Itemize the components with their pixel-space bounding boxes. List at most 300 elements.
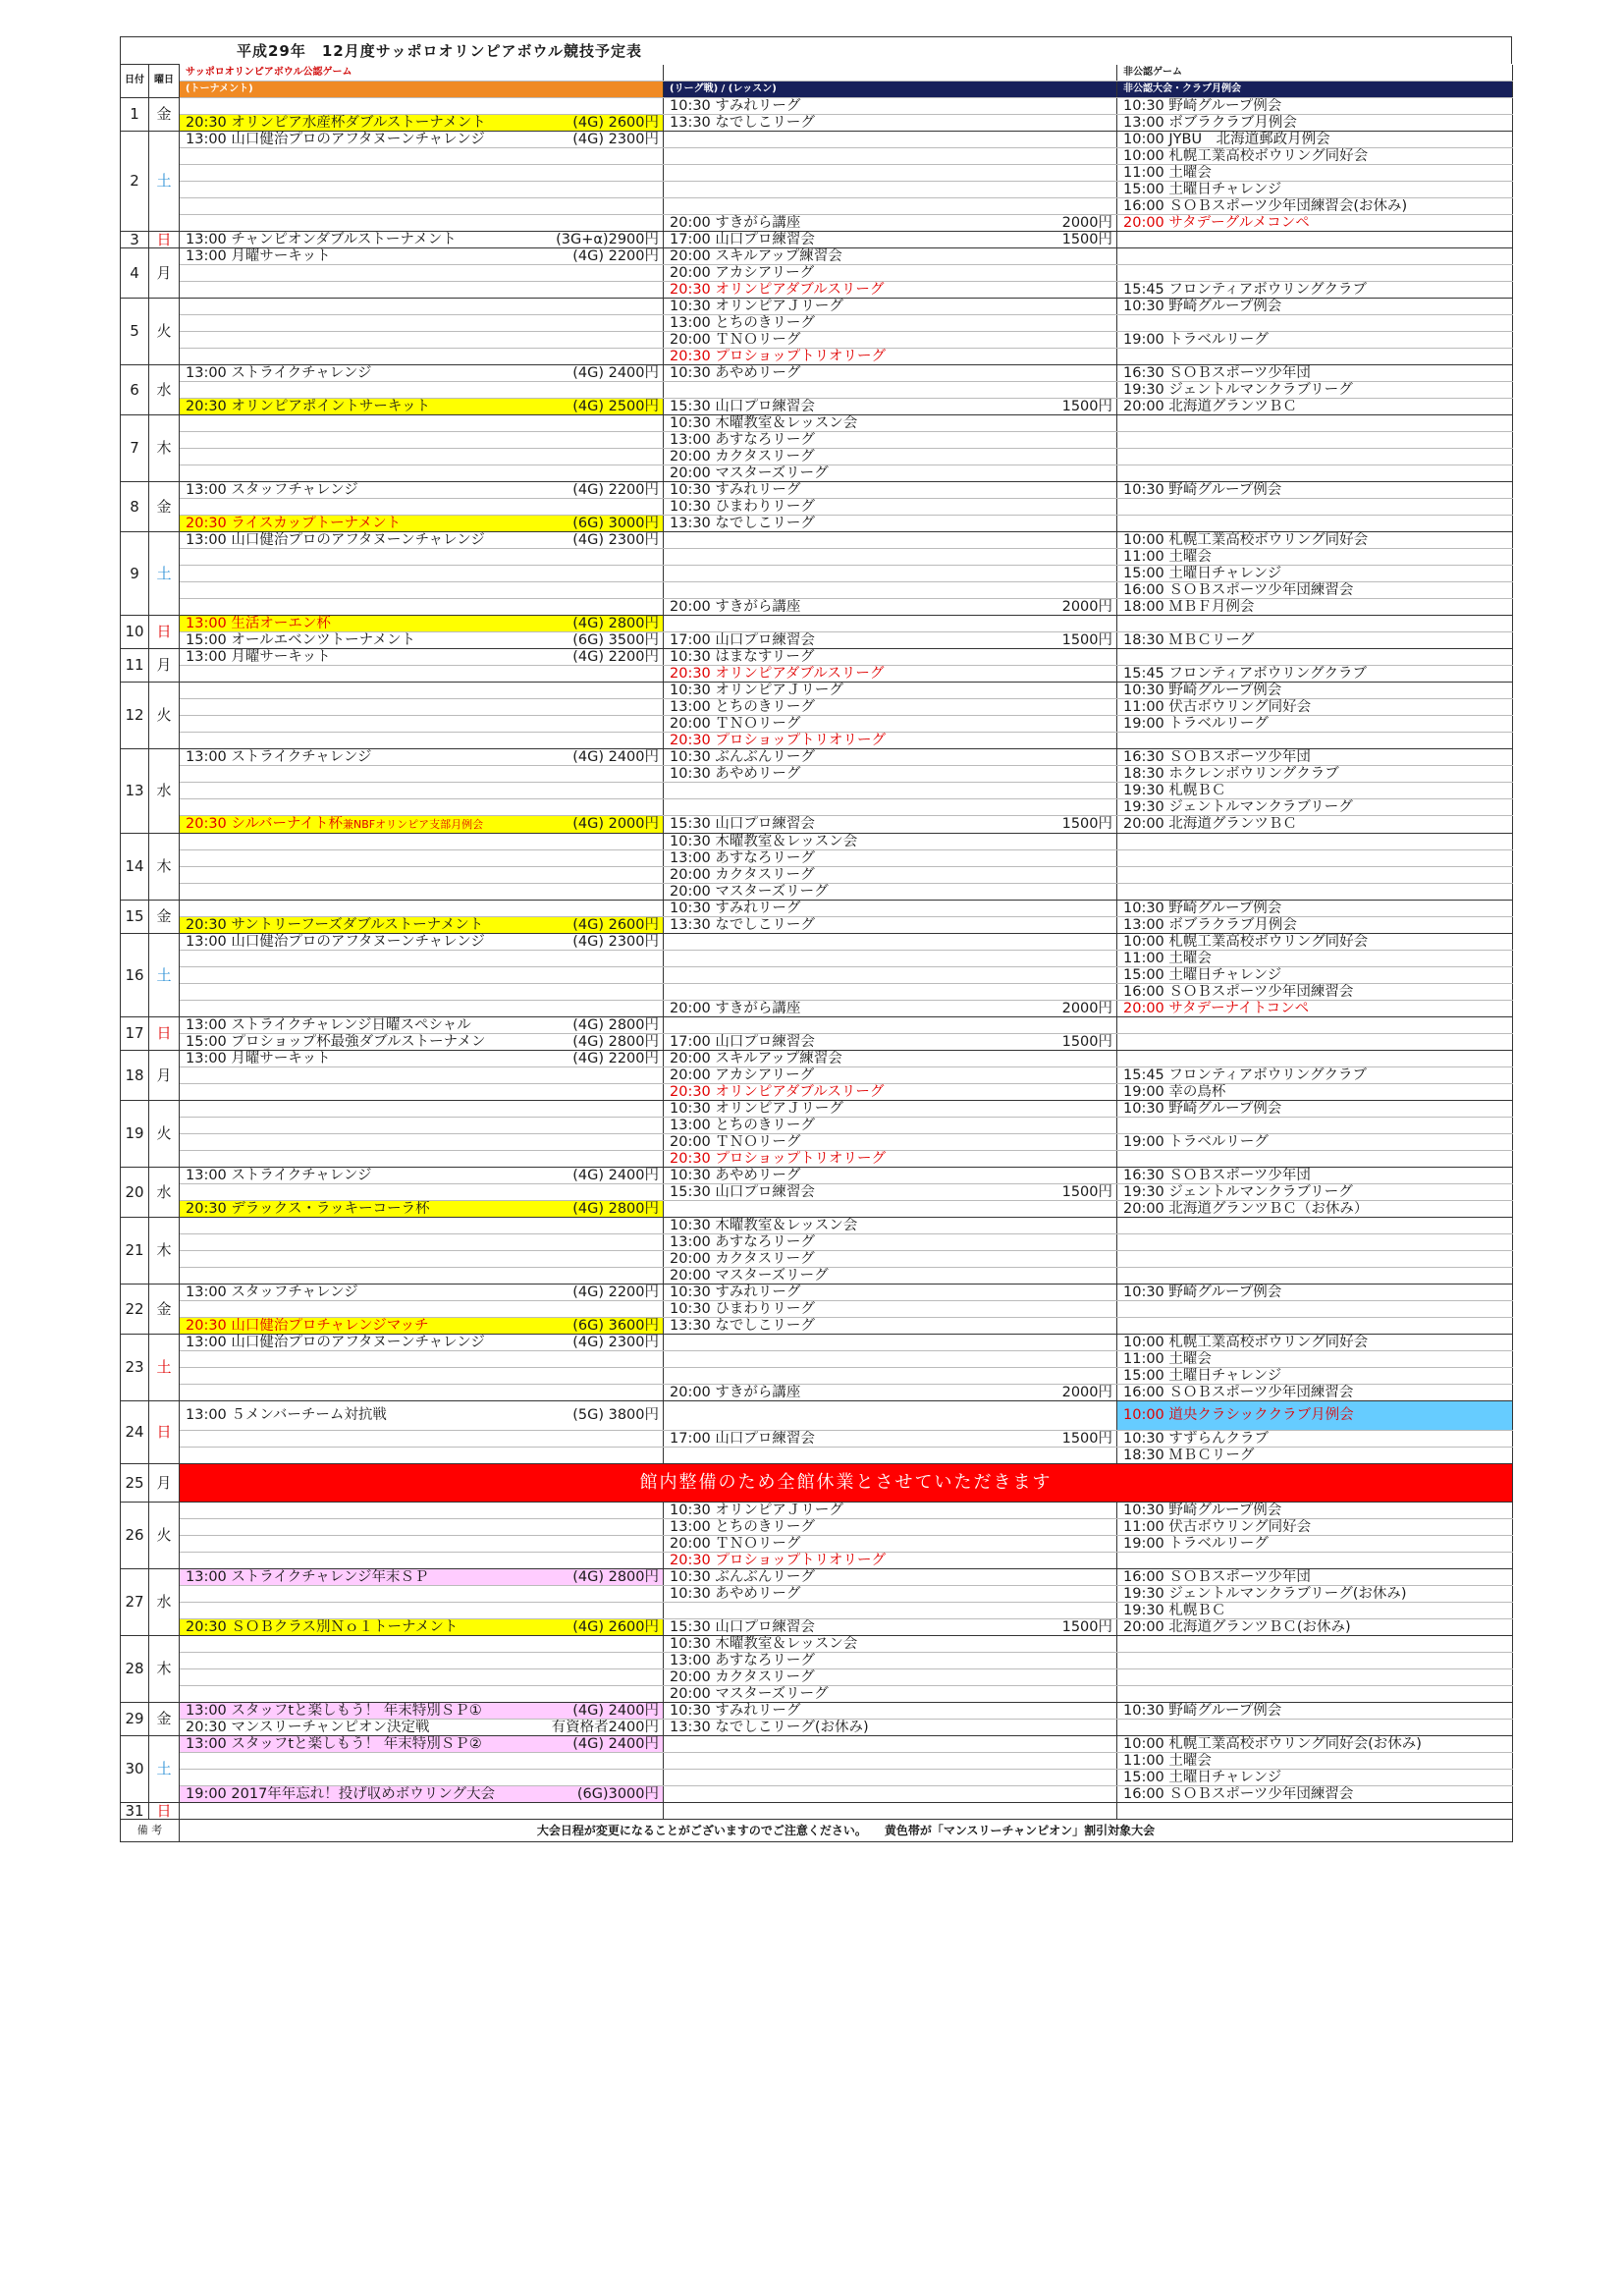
header-blank: [664, 65, 1117, 82]
club-cell-text: 10:30 野崎グループ例会: [1123, 1284, 1282, 1300]
day-weekday: 月: [149, 1050, 180, 1100]
day-row: [121, 1066, 1513, 1083]
tournament-cell: [180, 231, 664, 247]
day-date: 8: [121, 481, 149, 531]
tournament-cell-fee: (4G) 2300円: [572, 531, 659, 548]
league-cell: [664, 1752, 1117, 1769]
club-cell: [1117, 1367, 1513, 1384]
club-cell: [1117, 966, 1513, 983]
league-cell-text: 20:00 マスターズリーグ: [670, 465, 829, 481]
tournament-cell: [180, 1350, 664, 1367]
club-cell: [1117, 1785, 1513, 1802]
header-unofficial-game: 非公認ゲーム: [1117, 65, 1513, 82]
tournament-cell: [180, 1447, 664, 1463]
day-weekday: 日: [149, 1802, 180, 1819]
club-cell-text: 11:00 土曜会: [1123, 1752, 1212, 1769]
club-cell-text: 15:45 フロンティアボウリングクラブ: [1123, 281, 1367, 298]
league-cell-text: 10:30 すみれリーグ: [670, 1702, 801, 1719]
closure-notice: 館内整備のため全館休業とさせていただきます: [180, 1463, 1513, 1502]
day-weekday: 日: [149, 1016, 180, 1050]
league-cell: [664, 1217, 1117, 1233]
league-cell: [664, 1150, 1117, 1167]
league-cell: [664, 1702, 1117, 1719]
club-cell-text: 16:00 ＳＯＢスポーツ少年団: [1123, 1568, 1311, 1585]
day-row: [121, 715, 1513, 732]
tournament-cell: [180, 147, 664, 164]
tournament-cell-fee: (4G) 2400円: [572, 364, 659, 381]
league-cell-text: 10:30 すみれリーグ: [670, 900, 801, 916]
tournament-cell: [180, 1430, 664, 1447]
day-row: [121, 1552, 1513, 1568]
tournament-cell: [180, 1702, 664, 1719]
league-cell-text: 20:00 アカシアリーグ: [670, 1066, 815, 1083]
tournament-cell: [180, 983, 664, 1000]
club-cell: [1117, 815, 1513, 833]
day-date: 28: [121, 1635, 149, 1702]
league-cell: [664, 983, 1117, 1000]
club-cell-text: 19:00 トラベルリーグ: [1123, 331, 1269, 348]
tournament-cell: [180, 1033, 664, 1050]
league-cell-text: 20:00 カクタスリーグ: [670, 1250, 815, 1267]
tournament-cell-fee: (4G) 2300円: [572, 1334, 659, 1350]
tournament-cell: [180, 515, 664, 531]
club-cell: [1117, 1300, 1513, 1317]
tournament-cell: [180, 648, 664, 665]
day-date: 15: [121, 900, 149, 933]
league-cell: [664, 950, 1117, 966]
tournament-cell: [180, 833, 664, 849]
league-cell-fee: 1500円: [1061, 631, 1112, 648]
tournament-cell: [180, 598, 664, 615]
day-row: [121, 314, 1513, 331]
title-row: [120, 36, 1512, 64]
league-cell: [664, 1284, 1117, 1300]
league-cell-text: 17:00 山口プロ練習会: [670, 231, 815, 247]
day-row: [121, 1334, 1513, 1350]
day-row: [121, 97, 1513, 114]
day-row: [121, 815, 1513, 833]
league-cell: [664, 916, 1117, 933]
league-cell-text: 20:00 カクタスリーグ: [670, 448, 815, 465]
league-cell: [664, 565, 1117, 581]
tournament-cell: [180, 631, 664, 648]
league-cell-text: 20:30 プロショップトリオリーグ: [670, 1552, 886, 1568]
header-club: 非公認大会・クラブ月例会: [1117, 81, 1513, 97]
league-cell-text: 13:30 なでしこリーグ: [670, 114, 815, 131]
club-cell: [1117, 1769, 1513, 1785]
club-cell: [1117, 765, 1513, 782]
league-cell: [664, 782, 1117, 798]
club-cell-text: 10:00 札幌工業高校ボウリング同好会(お休み): [1123, 1735, 1422, 1752]
day-row: [121, 598, 1513, 615]
league-cell-text: 20:00 マスターズリーグ: [670, 1267, 829, 1284]
day-weekday: 月: [149, 247, 180, 298]
league-cell-text: 20:30 オリンピアダブルスリーグ: [670, 1083, 885, 1100]
day-row: [121, 1050, 1513, 1066]
tournament-cell-text: 13:00 ストライクチャレンジ: [186, 1167, 372, 1183]
day-row: [121, 1083, 1513, 1100]
tournament-cell: [180, 715, 664, 732]
league-cell: [664, 1133, 1117, 1150]
day-date: 7: [121, 414, 149, 481]
club-cell: [1117, 1685, 1513, 1702]
league-cell-text: 20:00 マスターズリーグ: [670, 883, 829, 900]
day-row: [121, 498, 1513, 515]
club-cell-text: 19:00 トラベルリーグ: [1123, 715, 1269, 732]
tournament-cell-text: 13:00 スタッフtと楽しもう！ 年末特別ＳＰ②: [186, 1735, 482, 1752]
tournament-cell: [180, 1250, 664, 1267]
tournament-cell-text: 15:00 オールエベンツトーナメント: [186, 631, 416, 648]
header-tournament: (トーナメント): [180, 81, 664, 97]
tournament-cell-text: 13:00 月曜サーキット: [186, 648, 331, 665]
club-cell: [1117, 164, 1513, 181]
league-cell-text: 10:30 すみれリーグ: [670, 481, 801, 498]
club-cell: [1117, 498, 1513, 515]
club-cell: [1117, 348, 1513, 364]
day-weekday: 日: [149, 1400, 180, 1463]
tournament-cell-subtext: 兼NBFオリンピア支部月例会: [343, 817, 484, 831]
league-cell-text: 10:30 木曜教室＆レッスン会: [670, 833, 858, 849]
tournament-cell-text: 20:30 山口健治プロチャレンジマッチ: [186, 1317, 429, 1334]
tournament-cell: [180, 1652, 664, 1668]
club-cell: [1117, 732, 1513, 748]
day-row: [121, 1384, 1513, 1400]
tournament-cell: [180, 748, 664, 765]
league-cell: [664, 214, 1117, 231]
tournament-cell-fee: (6G) 3000円: [572, 515, 659, 531]
club-cell: [1117, 782, 1513, 798]
club-cell-text: 13:00 ボブラクラブ月例会: [1123, 114, 1297, 131]
tournament-cell: [180, 314, 664, 331]
day-row: [121, 1033, 1513, 1050]
club-cell-text: 10:30 野崎グループ例会: [1123, 1702, 1282, 1719]
league-cell-text: 10:30 あやめリーグ: [670, 1167, 801, 1183]
league-cell: [664, 465, 1117, 481]
tournament-cell-fee: (4G) 2300円: [572, 131, 659, 147]
day-row: [121, 281, 1513, 298]
club-cell: [1117, 849, 1513, 866]
club-cell: [1117, 481, 1513, 498]
tournament-cell: [180, 1267, 664, 1284]
day-row: [121, 648, 1513, 665]
league-cell: [664, 164, 1117, 181]
day-weekday: 木: [149, 1217, 180, 1284]
league-cell: [664, 1769, 1117, 1785]
league-cell: [664, 114, 1117, 131]
club-cell-text: 10:30 野崎グループ例会: [1123, 900, 1282, 916]
league-cell: [664, 748, 1117, 765]
tournament-cell: [180, 381, 664, 398]
league-cell: [664, 1602, 1117, 1618]
club-cell: [1117, 97, 1513, 114]
tournament-cell: [180, 448, 664, 465]
club-cell: [1117, 281, 1513, 298]
day-date: 19: [121, 1100, 149, 1167]
day-weekday: 金: [149, 1702, 180, 1735]
league-cell-text: 10:30 あやめリーグ: [670, 364, 801, 381]
club-cell-text: 15:45 フロンティアボウリングクラブ: [1123, 665, 1367, 682]
tournament-cell: [180, 1183, 664, 1200]
club-cell-text: 16:00 ＳＯＢスポーツ少年団練習会: [1123, 983, 1354, 1000]
club-cell: [1117, 715, 1513, 732]
club-cell-text: 13:00 ボブラクラブ月例会: [1123, 916, 1297, 933]
league-cell-text: 20:00 スキルアップ練習会: [670, 1050, 842, 1066]
day-row: [121, 465, 1513, 481]
day-row: [121, 448, 1513, 465]
tournament-cell-text: 20:30 ＳＯＢクラス別Ｎｏ１トーナメント: [186, 1618, 459, 1635]
league-cell: [664, 381, 1117, 398]
league-cell: [664, 1000, 1117, 1016]
tournament-cell: [180, 414, 664, 431]
header-date: 日付: [121, 65, 149, 98]
league-cell: [664, 1083, 1117, 1100]
day-row: [121, 1217, 1513, 1233]
club-cell: [1117, 1317, 1513, 1334]
league-cell: [664, 1518, 1117, 1535]
league-cell: [664, 231, 1117, 247]
day-date: 26: [121, 1502, 149, 1568]
tournament-cell: [180, 97, 664, 114]
club-cell-text: 19:30 ジェントルマンクラブリーグ: [1123, 798, 1353, 815]
tournament-cell-fee: (4G) 2200円: [572, 481, 659, 498]
league-cell-fee: 2000円: [1061, 1384, 1112, 1400]
league-cell: [664, 933, 1117, 950]
day-row: [121, 348, 1513, 364]
tournament-cell-fee: (4G) 2800円: [572, 1033, 659, 1050]
day-row: [121, 247, 1513, 264]
day-row: [121, 1317, 1513, 1334]
club-cell: [1117, 1602, 1513, 1618]
club-cell-text: 10:00 JYBU 北海道郵政月例会: [1123, 131, 1330, 147]
club-cell: [1117, 615, 1513, 631]
club-cell: [1117, 548, 1513, 565]
tournament-cell: [180, 665, 664, 682]
day-date: 9: [121, 531, 149, 615]
club-cell: [1117, 197, 1513, 214]
club-cell-text: 18:00 ＭＢＦ月例会: [1123, 598, 1255, 615]
club-cell: [1117, 598, 1513, 615]
club-cell-text: 15:00 土曜日チャレンジ: [1123, 1367, 1282, 1384]
club-cell-text: 10:00 札幌工業高校ボウリング同好会: [1123, 933, 1369, 950]
club-cell-text: 10:00 札幌工業高校ボウリング同好会: [1123, 147, 1369, 164]
tournament-cell: [180, 933, 664, 950]
tournament-cell-fee: (4G) 2300円: [572, 933, 659, 950]
club-cell-text: 16:00 ＳＯＢスポーツ少年団練習会: [1123, 1384, 1354, 1400]
tournament-cell: [180, 331, 664, 348]
club-cell: [1117, 1167, 1513, 1183]
league-cell-fee: 2000円: [1061, 598, 1112, 615]
tournament-cell: [180, 732, 664, 748]
day-row: [121, 515, 1513, 531]
club-cell: [1117, 531, 1513, 548]
club-cell-text: 15:00 土曜日チャレンジ: [1123, 1769, 1282, 1785]
club-cell: [1117, 1066, 1513, 1083]
day-row: [121, 197, 1513, 214]
club-cell: [1117, 1618, 1513, 1635]
club-cell-text: 20:00 北海道グランツＢＣ（お休み）: [1123, 1200, 1369, 1217]
tournament-cell: [180, 431, 664, 448]
day-row: [121, 1752, 1513, 1769]
league-cell: [664, 548, 1117, 565]
day-date: 5: [121, 298, 149, 364]
league-cell-text: 15:30 山口プロ練習会: [670, 1618, 815, 1635]
tournament-cell: [180, 1785, 664, 1802]
day-row: [121, 1535, 1513, 1552]
club-cell: [1117, 364, 1513, 381]
day-row: [121, 900, 1513, 916]
tournament-cell: [180, 264, 664, 281]
league-cell: [664, 1384, 1117, 1400]
tournament-cell-fee: (6G)3000円: [576, 1785, 659, 1802]
day-row: [121, 298, 1513, 314]
league-cell: [664, 1685, 1117, 1702]
league-cell-text: 13:00 とちのきリーグ: [670, 314, 815, 331]
club-cell: [1117, 1719, 1513, 1735]
day-row: [121, 131, 1513, 147]
tournament-cell-text: 13:00 山口健治プロのアフタヌーンチャレンジ: [186, 531, 485, 548]
league-cell: [664, 364, 1117, 381]
tournament-cell: [180, 782, 664, 798]
club-cell-text: 10:30 野崎グループ例会: [1123, 1100, 1282, 1117]
league-cell: [664, 1568, 1117, 1585]
tournament-cell: [180, 1000, 664, 1016]
tournament-cell-text: 20:30 オリンピア水産杯ダブルストーナメント: [186, 114, 486, 131]
league-cell: [664, 765, 1117, 782]
tournament-cell: [180, 798, 664, 815]
day-weekday: 金: [149, 1284, 180, 1334]
tournament-cell-text: 13:00 生活オーエン杯: [186, 615, 331, 631]
tournament-cell-fee: (4G) 2200円: [572, 1050, 659, 1066]
day-row: [121, 1635, 1513, 1652]
league-cell: [664, 833, 1117, 849]
league-cell: [664, 431, 1117, 448]
league-cell-text: 13:30 なでしこリーグ: [670, 515, 815, 531]
league-cell-text: 10:30 はまなすリーグ: [670, 648, 815, 665]
league-cell-text: 20:30 オリンピアダブルスリーグ: [670, 665, 885, 682]
league-cell-text: 13:00 あすなろリーグ: [670, 1233, 815, 1250]
league-cell: [664, 1167, 1117, 1183]
league-cell: [664, 900, 1117, 916]
club-cell: [1117, 1384, 1513, 1400]
league-cell: [664, 682, 1117, 698]
club-cell: [1117, 1183, 1513, 1200]
club-cell: [1117, 1585, 1513, 1602]
tournament-cell: [180, 298, 664, 314]
league-cell: [664, 1635, 1117, 1652]
day-row: [121, 1568, 1513, 1585]
club-cell-text: 20:00 サタデーグルメコンペ: [1123, 214, 1310, 231]
tournament-cell: [180, 398, 664, 414]
club-cell-text: 16:00 ＳＯＢスポーツ少年団練習会: [1123, 581, 1354, 598]
header-league: (リーグ戦) / (レッスン): [664, 81, 1117, 97]
tournament-cell-fee: (4G) 2400円: [572, 1735, 659, 1752]
tournament-cell: [180, 1334, 664, 1350]
league-cell: [664, 481, 1117, 498]
club-cell-text: 16:30 ＳＯＢスポーツ少年団: [1123, 364, 1311, 381]
footer-label: 備 考: [121, 1819, 180, 1841]
league-cell-text: 13:30 なでしこリーグ(お休み): [670, 1719, 869, 1735]
day-weekday: 水: [149, 748, 180, 833]
tournament-cell: [180, 1719, 664, 1735]
league-cell-text: 20:00 カクタスリーグ: [670, 866, 815, 883]
tournament-cell-text: 13:00 スタッフチャレンジ: [186, 1284, 358, 1300]
tournament-cell: [180, 1668, 664, 1685]
day-weekday: 火: [149, 1502, 180, 1568]
tournament-cell-fee: (4G) 2200円: [572, 247, 659, 264]
day-row: [121, 849, 1513, 866]
club-cell: [1117, 1016, 1513, 1033]
club-cell: [1117, 1133, 1513, 1150]
tournament-cell-fee: (4G) 2800円: [572, 1016, 659, 1033]
league-cell-text: 15:30 山口プロ練習会: [670, 1183, 815, 1200]
league-cell: [664, 1552, 1117, 1568]
tournament-cell-text: 13:00 ストライクチャレンジ: [186, 748, 372, 765]
day-date: 6: [121, 364, 149, 414]
league-cell: [664, 531, 1117, 548]
tournament-cell-fee: (4G) 2000円: [572, 815, 659, 832]
club-cell: [1117, 381, 1513, 398]
league-cell-text: 15:30 山口プロ練習会: [670, 398, 815, 414]
tournament-cell-text: 20:30 シルバーナイト杯: [186, 815, 344, 832]
league-cell-text: 17:00 山口プロ練習会: [670, 631, 815, 648]
tournament-cell: [180, 181, 664, 197]
club-cell: [1117, 114, 1513, 131]
league-cell-text: 17:00 山口プロ練習会: [670, 1033, 815, 1050]
league-cell: [664, 1267, 1117, 1284]
club-cell-text: 20:00 北海道グランツＢＣ: [1123, 816, 1297, 832]
tournament-cell: [180, 565, 664, 581]
tournament-cell: [180, 1552, 664, 1568]
club-cell-text: 11:00 土曜会: [1123, 164, 1212, 181]
day-row: [121, 531, 1513, 548]
club-cell: [1117, 414, 1513, 431]
tournament-cell-fee: (4G) 2800円: [572, 1200, 659, 1217]
league-cell-fee: 2000円: [1061, 214, 1112, 231]
club-cell-text: 11:00 土曜会: [1123, 548, 1212, 565]
day-row: [121, 866, 1513, 883]
day-date: 3: [121, 231, 149, 247]
club-cell: [1117, 1802, 1513, 1819]
club-cell-text: 19:30 札幌ＢＣ: [1123, 782, 1226, 798]
day-date: 10: [121, 615, 149, 648]
league-cell-text: 10:30 すみれリーグ: [670, 97, 801, 114]
day-date: 2: [121, 131, 149, 231]
day-weekday: 水: [149, 364, 180, 414]
league-cell: [664, 1033, 1117, 1050]
club-cell: [1117, 648, 1513, 665]
header-row-2: [121, 81, 1513, 97]
club-cell: [1117, 1250, 1513, 1267]
tournament-cell: [180, 1535, 664, 1552]
day-date: 22: [121, 1284, 149, 1334]
club-cell-text: 10:30 野崎グループ例会: [1123, 481, 1282, 498]
club-cell: [1117, 1150, 1513, 1167]
tournament-cell-fee: (4G) 2800円: [572, 615, 659, 631]
day-row: [121, 1785, 1513, 1802]
day-weekday: 水: [149, 1568, 180, 1635]
tournament-cell-text: 20:30 ライスカップトーナメント: [186, 515, 402, 531]
club-cell-text: 15:45 フロンティアボウリングクラブ: [1123, 1066, 1367, 1083]
tournament-cell: [180, 1083, 664, 1100]
tournament-cell: [180, 498, 664, 515]
league-cell-text: 10:30 ひまわりリーグ: [670, 498, 815, 515]
league-cell-text: 10:30 ぶんぶんリーグ: [670, 1568, 815, 1585]
club-cell: [1117, 1000, 1513, 1016]
league-cell-text: 20:00 すきがら講座: [670, 1000, 801, 1016]
tournament-cell-text: 13:00 ストライクチャレンジ年末ＳＰ: [186, 1568, 429, 1585]
tournament-cell-text: 13:00 スタッフチャレンジ: [186, 481, 358, 498]
day-row: [121, 1585, 1513, 1602]
